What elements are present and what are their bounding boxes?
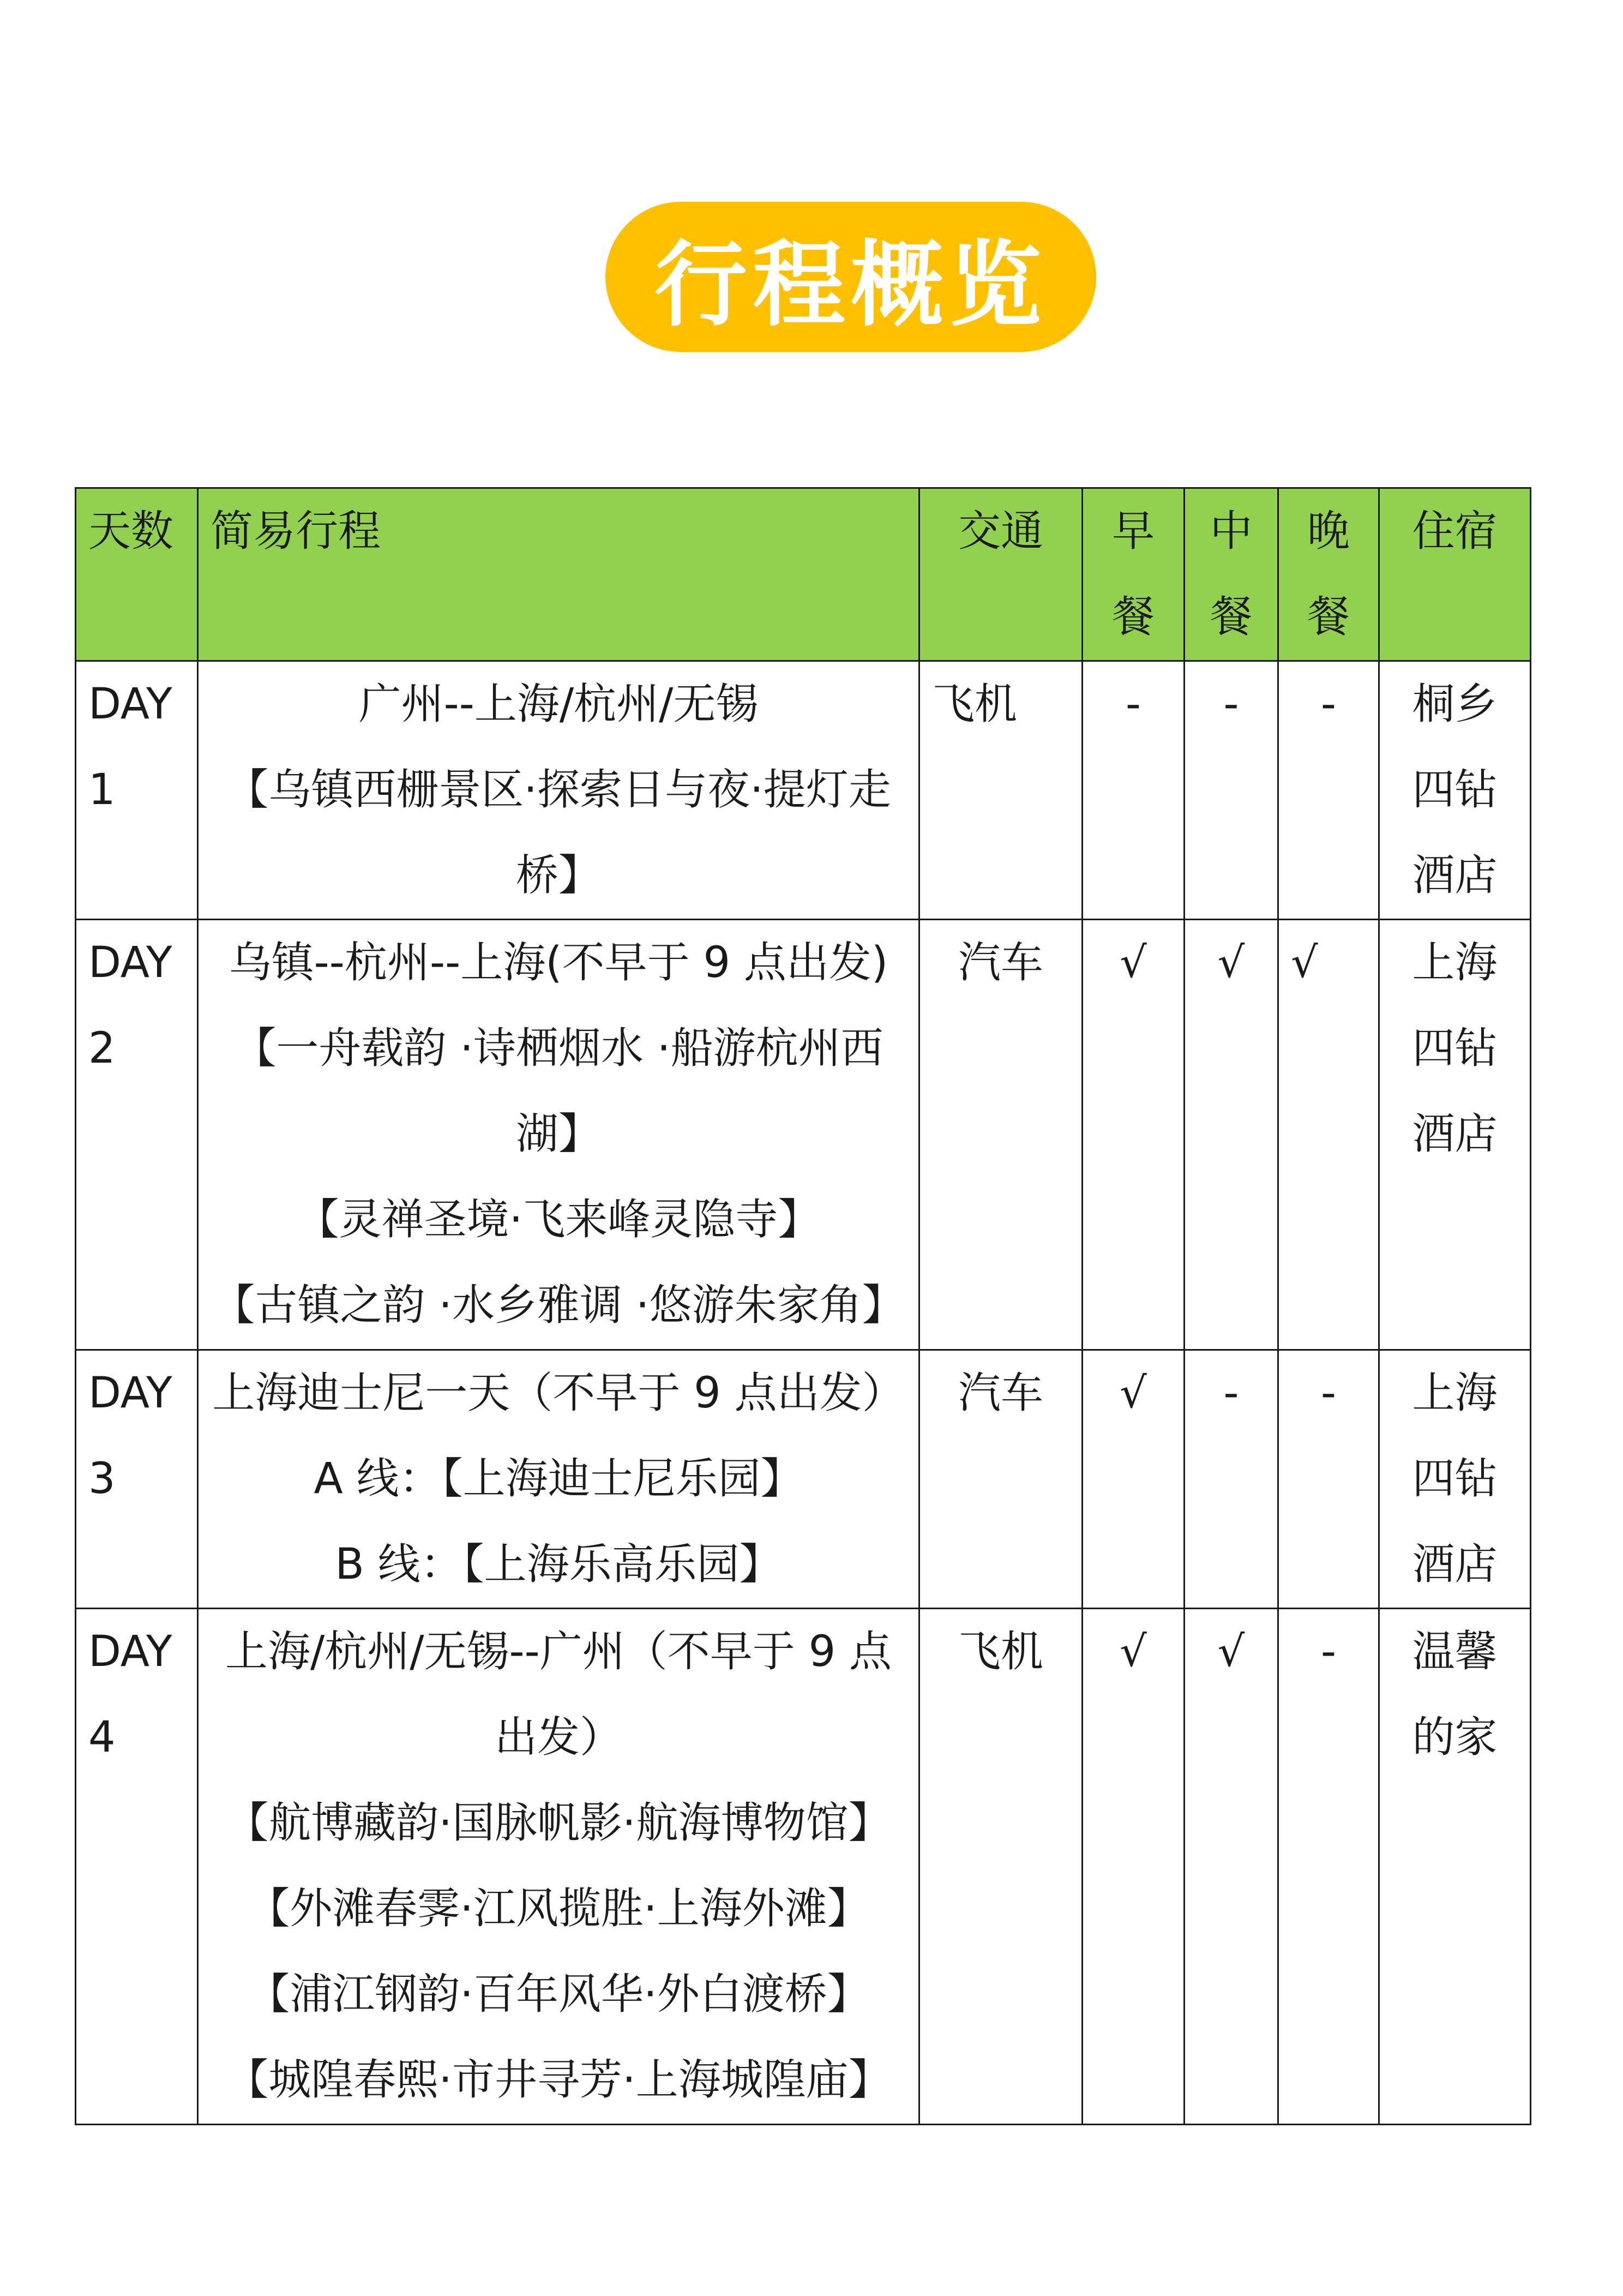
itinerary-line: 【一舟载韵 ·诗栖烟水 ·船游杭州西湖】 xyxy=(233,1024,883,1159)
itinerary-cell xyxy=(198,920,919,1350)
itinerary-line: 【外滩春霁·江风揽胜·上海外滩】 xyxy=(247,1884,870,1933)
header-day: 天数 xyxy=(76,488,198,661)
table-header-row xyxy=(76,488,1531,661)
hotel-cell: 上海四钻酒店 xyxy=(1379,920,1531,1350)
table-row xyxy=(76,1350,1531,1609)
itinerary-line: 【乌镇西栅景区·探索日与夜·提灯走桥】 xyxy=(226,765,891,900)
transport-cell: 飞机 xyxy=(919,661,1083,920)
lunch-cell: √ xyxy=(1185,920,1278,1350)
lunch-cell: - xyxy=(1185,1350,1278,1609)
page-title: 行程概览 xyxy=(654,231,1047,339)
itinerary-line: 上海迪士尼一天（不早于 9 点出发） xyxy=(212,1369,905,1418)
itinerary-line: 广州--上海/杭州/无锡 xyxy=(358,680,759,729)
header-breakfast: 早餐 xyxy=(1083,488,1185,661)
day-cell: DAY2 xyxy=(76,920,198,1350)
header-itinerary: 简易行程 xyxy=(198,488,919,661)
itinerary-cell xyxy=(198,1350,919,1609)
table-row xyxy=(76,920,1531,1350)
itinerary-table xyxy=(75,487,1531,2125)
breakfast-cell: - xyxy=(1083,661,1185,920)
dinner-cell: √ xyxy=(1278,920,1379,1350)
itinerary-line: B 线：【上海乐高乐园】 xyxy=(335,1540,782,1589)
header-dinner: 晚餐 xyxy=(1278,488,1379,661)
itinerary-line: 乌镇--杭州--上海(不早于 9 点出发) xyxy=(229,938,888,987)
header-hotel: 住宿 xyxy=(1379,488,1531,661)
itinerary-line: 上海/杭州/无锡--广州（不早于 9 点出发） xyxy=(225,1627,892,1762)
hotel-cell: 桐乡四钻酒店 xyxy=(1379,661,1531,920)
itinerary-line: A 线：【上海迪士尼乐园】 xyxy=(314,1454,803,1503)
table-row xyxy=(76,1609,1531,2125)
day-cell: DAY4 xyxy=(76,1609,198,2125)
itinerary-line: 【灵禅圣境·飞来峰灵隐寺】 xyxy=(296,1195,821,1244)
table-row xyxy=(76,661,1531,920)
itinerary-cell xyxy=(198,661,919,920)
transport-cell: 汽车 xyxy=(919,1350,1083,1609)
dinner-cell: - xyxy=(1278,1609,1379,2125)
itinerary-line: 【古镇之韵 ·水乡雅调 ·悠游朱家角】 xyxy=(212,1281,905,1330)
hotel-cell: 温馨的家 xyxy=(1379,1609,1531,2125)
itinerary-line: 【城隍春熙·市井寻芳·上海城隍庙】 xyxy=(226,2055,891,2105)
hotel-cell: 上海四钻酒店 xyxy=(1379,1350,1531,1609)
breakfast-cell: √ xyxy=(1083,1609,1185,2125)
transport-cell: 汽车 xyxy=(919,920,1083,1350)
breakfast-cell: √ xyxy=(1083,920,1185,1350)
dinner-cell: - xyxy=(1278,1350,1379,1609)
itinerary-line: 【航博藏韵·国脉帆影·航海博物馆】 xyxy=(226,1799,891,1848)
lunch-cell: √ xyxy=(1185,1609,1278,2125)
header-transport: 交通 xyxy=(919,488,1083,661)
lunch-cell: - xyxy=(1185,661,1278,920)
transport-cell: 飞机 xyxy=(919,1609,1083,2125)
header-lunch: 中餐 xyxy=(1185,488,1278,661)
day-cell: DAY3 xyxy=(76,1350,198,1609)
page-title-badge xyxy=(605,202,1096,352)
itinerary-cell xyxy=(198,1609,919,2125)
dinner-cell: - xyxy=(1278,661,1379,920)
breakfast-cell: √ xyxy=(1083,1350,1185,1609)
itinerary-line: 【浦江钢韵·百年风华·外白渡桥】 xyxy=(247,1970,870,2019)
day-cell: DAY1 xyxy=(76,661,198,920)
